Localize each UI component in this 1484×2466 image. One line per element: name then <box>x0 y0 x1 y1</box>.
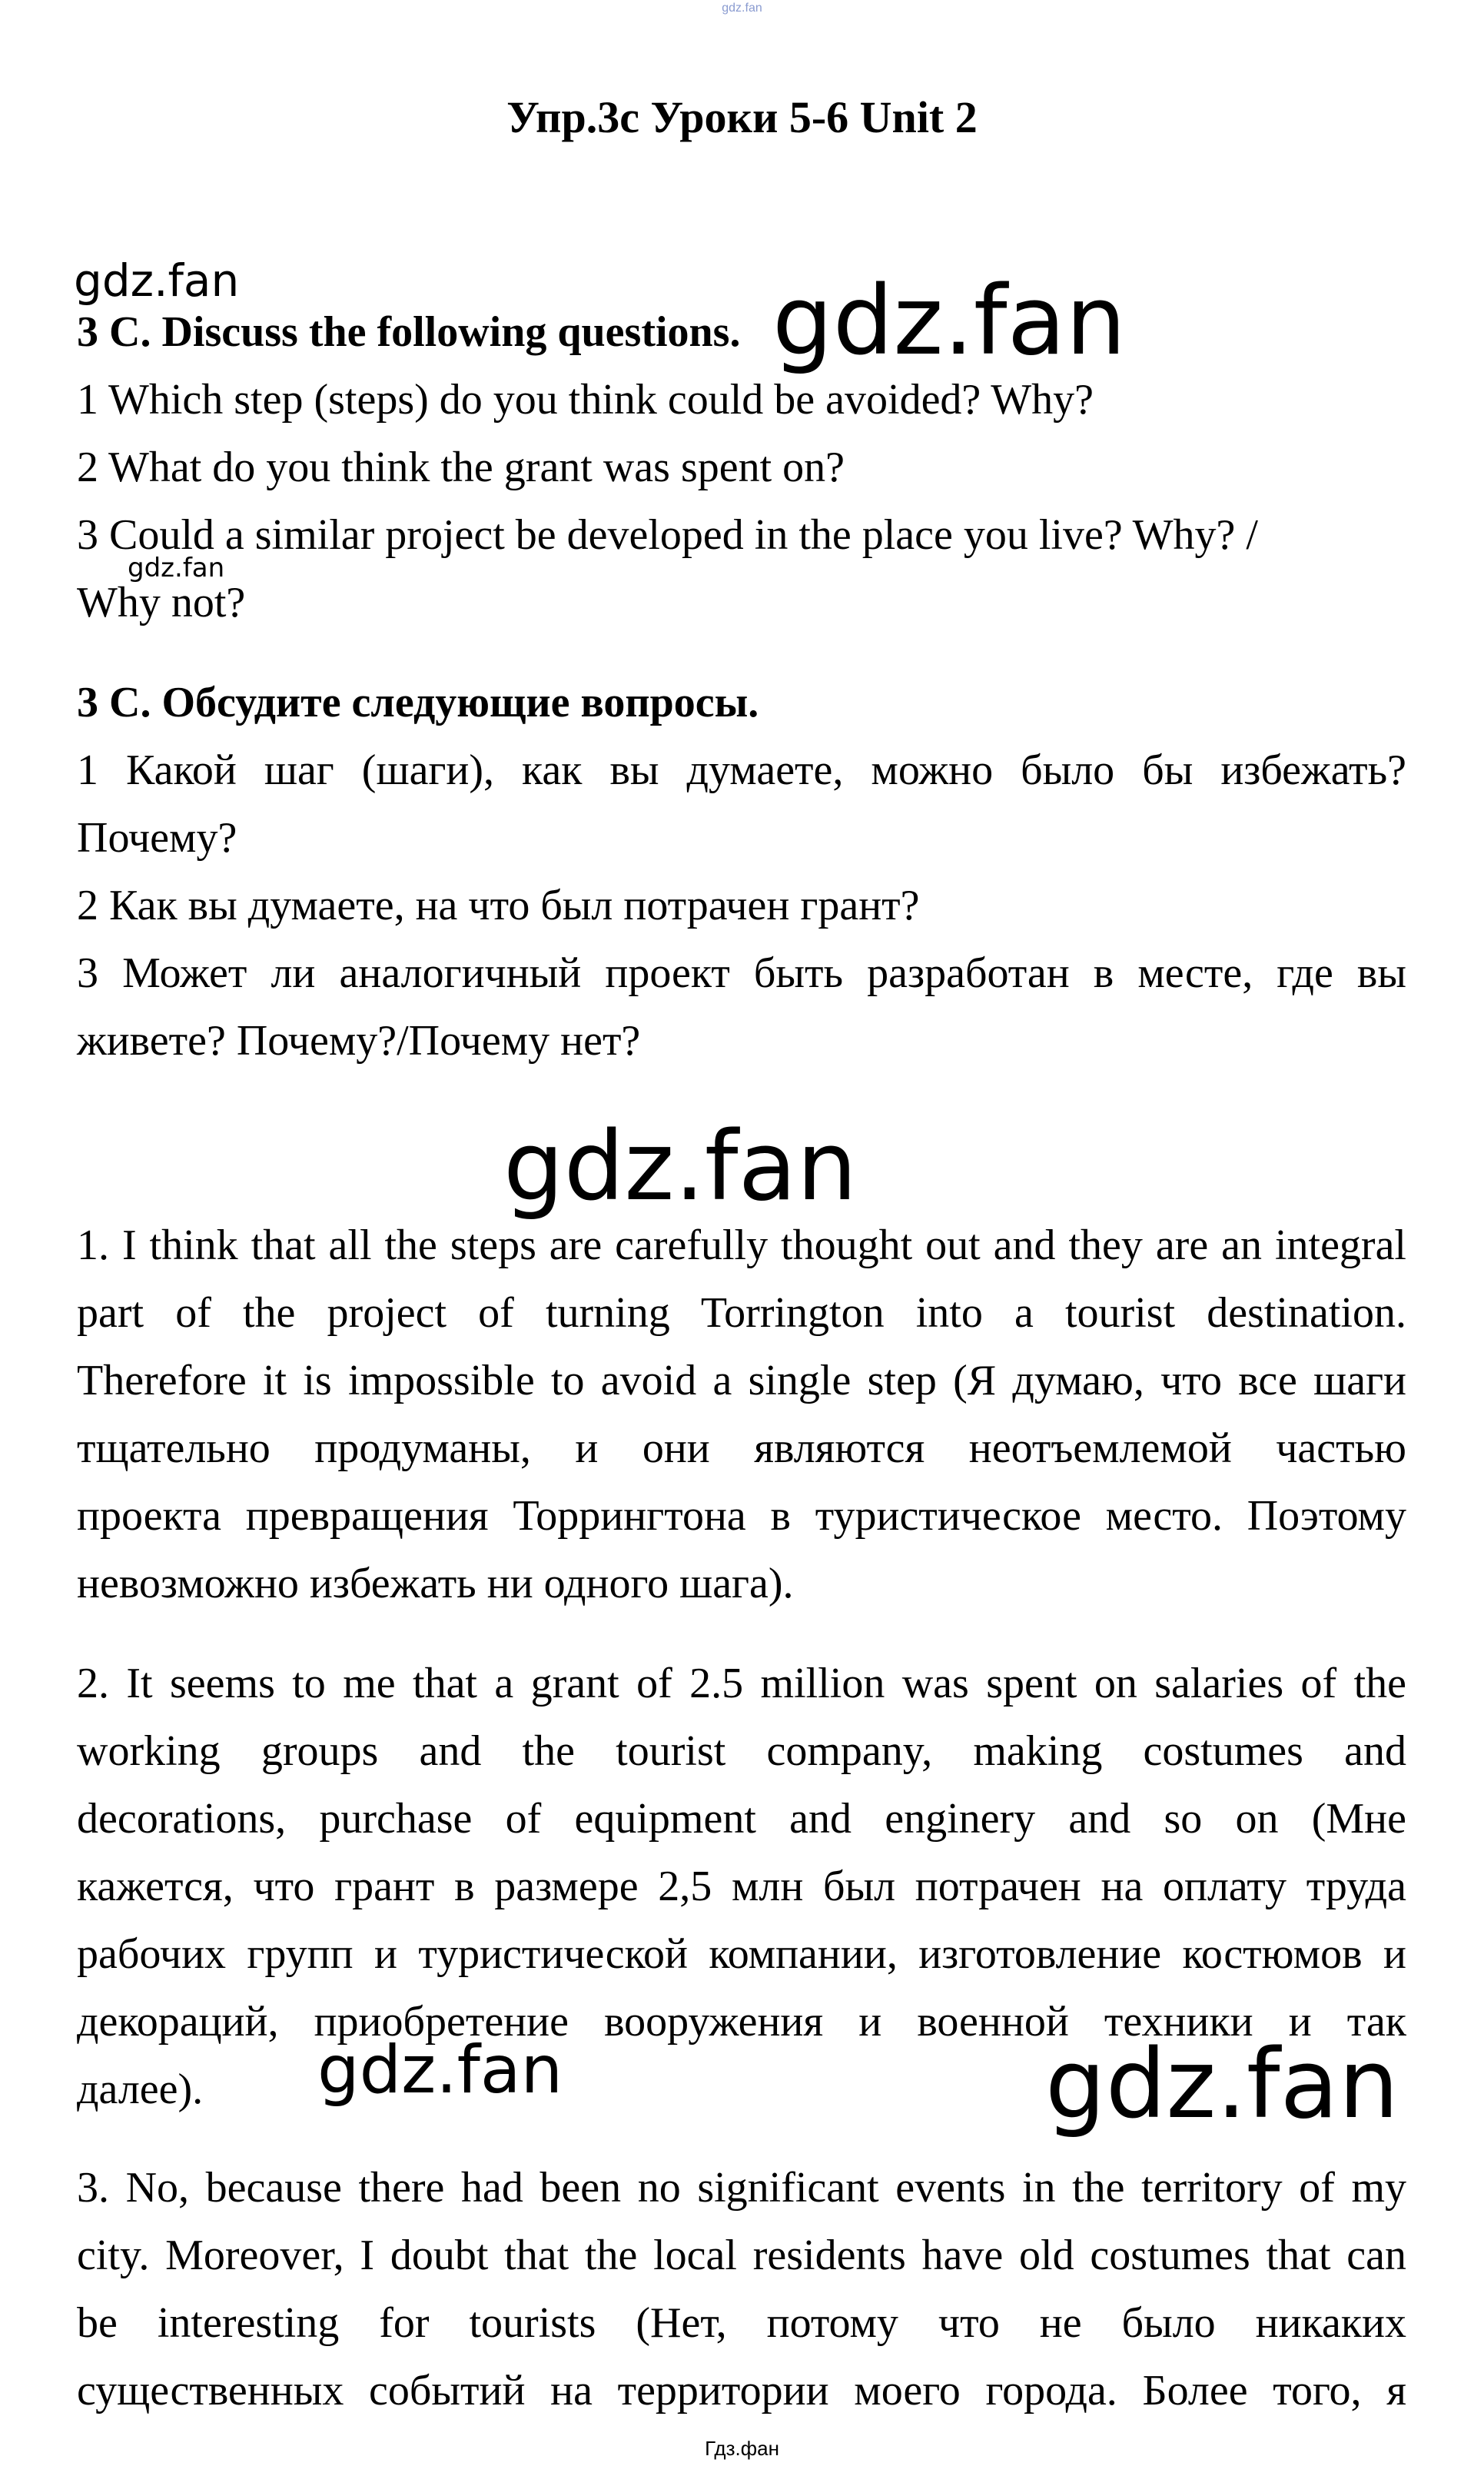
answer-1 <box>77 1211 1406 1617</box>
watermark: gdz.fan <box>317 2032 563 2109</box>
english-question-3-line-1: 3 Could a similar project be developed in the place you live? Why? / <box>77 511 1258 559</box>
answer-2-line: working groups and the tourist company, making costumes and <box>77 1727 1406 1775</box>
answer-1-line: 1. I think that all the steps are carefully thought out and they are an integral <box>77 1221 1406 1269</box>
english-question-3-line-2: Why not? <box>77 579 246 626</box>
watermark: gdz.fan <box>128 553 225 583</box>
russian-question-3-line-2: живете? Почему?/Почему нет? <box>77 1017 641 1065</box>
answer-1-line: проекта превращения Торрингтона в туристическое место. Поэтому <box>77 1492 1406 1540</box>
answer-2-line: далее). <box>77 2066 204 2113</box>
english-question-1: 1 Which step (steps) do you think could be avoided? Why? <box>77 376 1094 424</box>
watermark: gdz.fan <box>74 254 240 307</box>
answer-3-line: city. Moreover, I doubt that the local residents have old costumes that can <box>77 2232 1406 2279</box>
answer-1-line: part of the project of turning Torrington into a tourist destination. <box>77 1289 1406 1337</box>
footer-text: Гдз.фан <box>705 2437 779 2460</box>
watermark: gdz.fan <box>1045 2029 1399 2140</box>
top-watermark: gdz.fan <box>722 2 762 15</box>
answer-3-line: существенных событий на территории моего города. Более того, я <box>77 2367 1406 2414</box>
russian-task <box>77 669 1406 1075</box>
answer-3-line: 3. No, because there had been no significant events in the territory of my <box>77 2164 1406 2212</box>
english-question-2: 2 What do you think the grant was spent on? <box>77 444 845 491</box>
watermark: gdz.fan <box>503 1112 858 1222</box>
answer-2-line: декораций, приобретение вооружения и военной техники и так <box>77 1998 1406 2046</box>
russian-question-2: 2 Как вы думаете, на что был потрачен грант? <box>77 882 920 929</box>
answer-3 <box>77 2154 1406 2424</box>
answer-2-line: кажется, что грант в размере 2,5 млн был потрачен на оплату труда <box>77 1863 1406 1910</box>
answer-3-line: be interesting for tourists (Нет, потому что не было никаких <box>77 2299 1406 2347</box>
watermark: gdz.fan <box>772 266 1127 377</box>
answer-2-line: 2. It seems to me that a grant of 2.5 million was spent on salaries of the <box>77 1660 1406 1707</box>
russian-heading: 3 С. Обсудите следующие вопросы. <box>77 679 759 726</box>
answer-1-line: тщательно продуманы, и они являются неотъемлемой частью <box>77 1424 1406 1472</box>
english-task <box>77 298 1406 636</box>
answer-2-line: рабочих групп и туристической компании, изготовление костюмов и <box>77 1930 1406 1978</box>
answer-1-line: Therefore it is impossible to avoid a single step (Я думаю, что все шаги <box>77 1357 1406 1404</box>
answer-1-line: невозможно избежать ни одного шага). <box>77 1560 794 1607</box>
russian-question-1-line-1: 1 Какой шаг (шаги), как вы думаете, можно было бы избежать? <box>77 746 1406 794</box>
russian-question-3-line-1: 3 Может ли аналогичный проект быть разработан в месте, где вы <box>77 949 1406 997</box>
answer-2-line: decorations, purchase of equipment and enginery and so on (Мне <box>77 1795 1406 1843</box>
page-title: Упр.3с Уроки 5-6 Unit 2 <box>506 92 978 142</box>
russian-question-1-line-2: Почему? <box>77 814 237 862</box>
english-heading: 3 C. Discuss the following questions. <box>77 308 741 356</box>
